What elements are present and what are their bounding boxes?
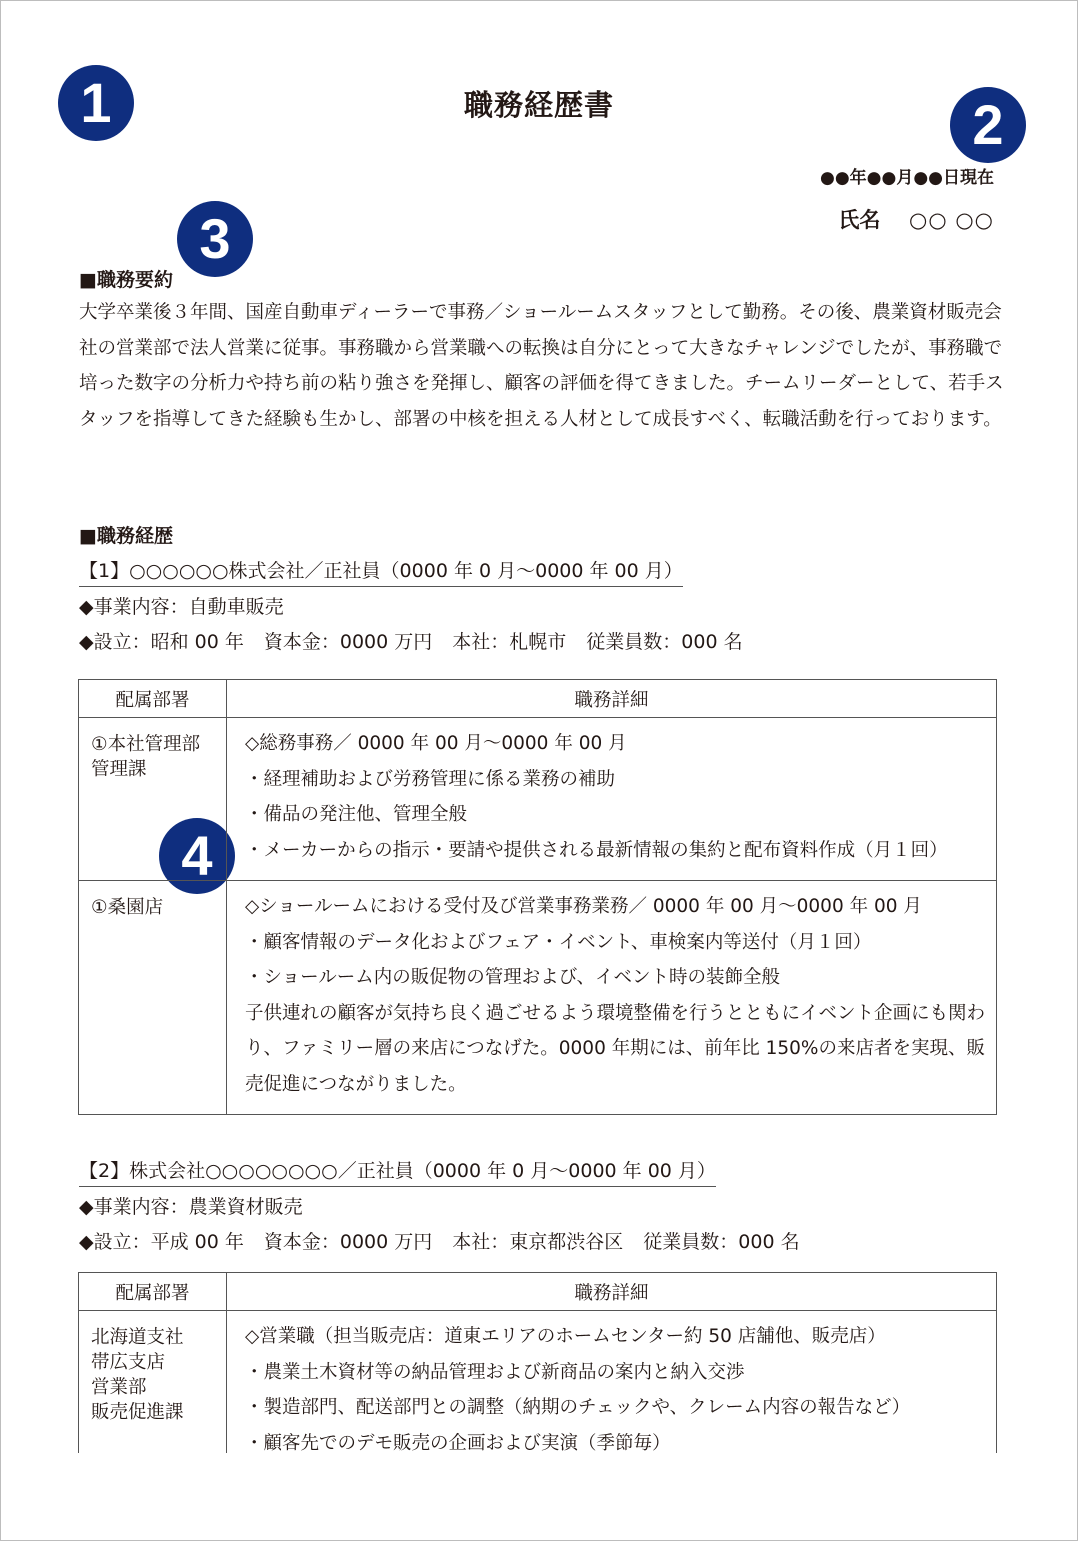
name-value: ○○ ○○ (909, 208, 994, 232)
department-line: 管理課 (91, 759, 147, 780)
callout-marker-4: 4 (159, 818, 235, 894)
company-1-title: 【1】○○○○○○株式会社／正社員（0000 年 0 月〜0000 年 00 月） (79, 556, 683, 587)
company-2-profile (79, 1227, 800, 1254)
callout-marker-2: 2 (950, 87, 1026, 163)
table-header-row (79, 1273, 997, 1311)
name-row (838, 204, 994, 234)
name-label: 氏名 (838, 208, 881, 232)
department-line: 帯広支店 (91, 1352, 166, 1373)
table-row (79, 1311, 997, 1454)
job-detail-cell (227, 718, 997, 881)
company-2-capital: 資本金：0000 万円 (263, 1231, 433, 1253)
department-line: 販売促進課 (91, 1402, 184, 1423)
header-job-details: 職務詳細 (227, 1273, 997, 1311)
company-2-business: ◆事業内容：農業資材販売 (79, 1196, 303, 1218)
department-line: 営業部 (91, 1377, 147, 1398)
department-cell (79, 881, 227, 1115)
document-date: ●●年●●月●●日現在 (819, 168, 994, 188)
summary-heading: ■職務要約 (79, 269, 173, 291)
department-line: ①本社管理部 (91, 734, 201, 755)
job-detail-line: ◇総務事務／ 0000 年 00 月〜0000 年 00 月 (245, 733, 627, 754)
company-2-title: 【2】株式会社○○○○○○○○／正社員（0000 年 0 月〜0000 年 00 月） (79, 1156, 716, 1187)
job-detail-line: ・メーカーからの指示・要請や提供される最新情報の集約と配布資料作成（月１回） (245, 839, 948, 861)
company-1-business: ◆事業内容：自動車販売 (79, 596, 284, 618)
header-job-details: 職務詳細 (227, 680, 997, 718)
department-line: ①桑園店 (91, 897, 164, 918)
job-detail-line: ◇ショールームにおける受付及び営業事務業務／ 0000 年 00 月〜0000 年 00 月 (245, 896, 922, 917)
job-detail-line: ・顧客先でのデモ販売の企画および実演（季節毎） (245, 1432, 671, 1453)
company-2-table-clip (78, 1272, 999, 1453)
job-detail-line: ・経理補助および労務管理に係る業務の補助 (245, 768, 616, 790)
department-cell (79, 1311, 227, 1454)
table-header-row (79, 680, 997, 718)
company-1-capital: 資本金：0000 万円 (263, 631, 433, 653)
department-line: 北海道支社 (91, 1327, 184, 1348)
job-detail-line: ◇営業職（担当販売店：道東エリアのホームセンター約 50 店舗他、販売店） (245, 1326, 886, 1347)
company-2-employees: 従業員数：000 名 (643, 1231, 800, 1253)
company-2-job-table (78, 1272, 997, 1453)
company-1-hq: 本社：札幌市 (452, 631, 567, 653)
company-1-profile (79, 627, 743, 654)
job-detail-line: ・製造部門、配送部門との調整（納期のチェックや、クレーム内容の報告など） (245, 1397, 911, 1418)
job-detail-line: ・農業土木資材等の納品管理および新商品の案内と納入交渉 (245, 1361, 745, 1383)
department-cell (79, 718, 227, 881)
company-1-job-table (78, 679, 997, 1115)
table-row (79, 881, 997, 1115)
history-heading: ■職務経歴 (79, 525, 173, 547)
company-2-established: ◆設立：平成 00 年 (79, 1231, 244, 1253)
company-2-hq: 本社：東京都渋谷区 (452, 1231, 624, 1253)
callout-marker-3: 3 (177, 201, 253, 277)
header-department: 配属部署 (79, 1273, 227, 1311)
job-detail-line: ・ショールーム内の販促物の管理および、イベント時の装飾全般 (245, 967, 781, 988)
job-detail-line: ・備品の発注他、管理全般 (245, 804, 468, 825)
job-detail-cell (227, 881, 997, 1115)
summary-text: 大学卒業後３年間、国産自動車ディーラーで事務／ショールームスタッフとして勤務。その後、農業資材販売会社の営業部で法人営業に従事。事務職から営業職への転換は自分にとって大きなチャレンジでしたが、事務職で培った数字の分析力や持ち前の粘り強さを発揮し、顧客の評価を得てきました。チームリーダーとして、若手スタッフを指導してきた経験も生かし、部署の中核を担える人材として成長すべく、転職活動を行っております。 (79, 302, 1004, 430)
job-detail-line: 子供連れの顧客が気持ち良く過ごせるよう環境整備を行うとともにイベント企画にも関わり、ファミリー層の来店につなげた。0000 年期には、前年比 150%の来店者を実現、販売促進につながりました。 (245, 1002, 986, 1095)
table-row (79, 718, 997, 881)
company-1-established: ◆設立：昭和 00 年 (79, 631, 244, 653)
header-department: 配属部署 (79, 680, 227, 718)
job-detail-cell (227, 1311, 997, 1454)
callout-marker-1: 1 (58, 65, 134, 141)
company-1-employees: 従業員数：000 名 (586, 631, 743, 653)
document-title: 職務経歴書 (463, 88, 614, 122)
job-detail-line: ・顧客情報のデータ化およびフェア・イベント、車検案内等送付（月１回） (245, 931, 872, 953)
